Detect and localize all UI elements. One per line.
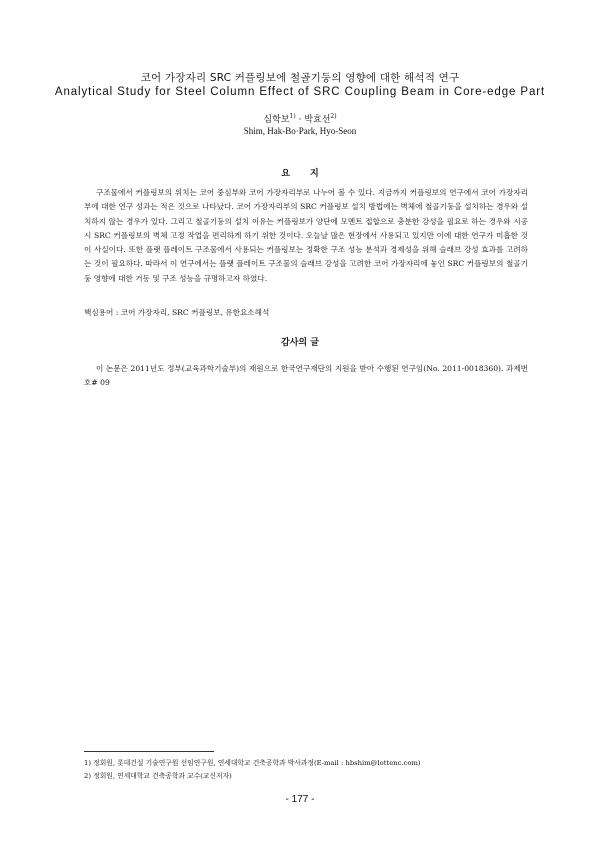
abstract-heading: 요지 <box>281 169 339 179</box>
footnote-divider <box>84 751 214 752</box>
acknowledgement-heading: 감사의 글 <box>281 338 319 348</box>
author-1-name: 심학보 <box>263 115 290 125</box>
page-number: - 177 - <box>285 794 315 805</box>
author-2-footnote-mark: 2) <box>330 113 337 120</box>
author-2-name: 박효선 <box>304 115 331 125</box>
paper-title-korean: 코어 가장자리 SRC 커플링보에 철골기둥의 영향에 대한 해석적 연구 <box>140 72 460 84</box>
footnote-2: 2) 정회원, 연세대학교 건축공학과 교수(교신저자) <box>84 772 232 780</box>
authors-english: Shim, Hak-Bo·Park, Hyo-Seon <box>243 126 357 136</box>
author-1-footnote-mark: 1) <box>289 113 296 120</box>
authors-korean <box>0 112 600 125</box>
acknowledgement-body: 이 논문은 2011년도 정부(교육과학기술부)의 재원으로 한국연구재단의 지원을 받아 수행된 연구임(No. 2011-0018360). 과제번호# 09 <box>84 364 528 387</box>
footnote-1: 1) 정회원, 롯데건설 기술연구원 선임연구원, 연세대학교 건축공학과 박사과정(E-mail : hbshim@lottenc.com) <box>84 759 421 767</box>
author-separator: · <box>298 115 302 125</box>
keywords-line: 핵심용어 : 코어 가장자리, SRC 커플링보, 유한요소해석 <box>84 308 270 317</box>
paper-title-english: Analytical Study for Steel Column Effect of SRC Coupling Beam in Core-edge Part <box>54 86 546 98</box>
abstract-body: 구조물에서 커플링보의 위치는 코어 중심부와 코어 가장자리부로 나누어 볼 수 있다. 지금까지 커플링보의 연구에서 코어 가장자리부에 대한 연구 성과는 적은 것으로 나타났다. 코어 가장자리부의 SRC 커플링보 설치 방법에는 벽체에 철골기둥을 설치하는 경우와 설치하지 않는 경우가 있다. 그리고 철골기둥의 설치 이유는 커플링보가 양단에 모멘트 접합으로 충분한 강성을 필요로 하는 경우와 시공시 SRC 커플링보의 벽체 고정 작업을 편리하게 하기 위한 것이다. 오늘날 많은 현장에서 사용되고 있지만 이에 대한 연구가 미흡한 것이 사실이다. 또한 플랫 플레이트 구조물에서 사용되는 커플링보는 정확한 구조 성능 분석과 경제성을 위해 슬래브 강성 효과를 고려하는 것이 필요하다. 따라서 이 연구에서는 플랫 플레이트 구조물의 슬래브 강성을 고려한 코어 가장자리에 놓인 SRC 커플링보의 철골기둥 영향에 대한 거동 및 구조 성능을 규명하고자 하였다. <box>84 188 528 283</box>
